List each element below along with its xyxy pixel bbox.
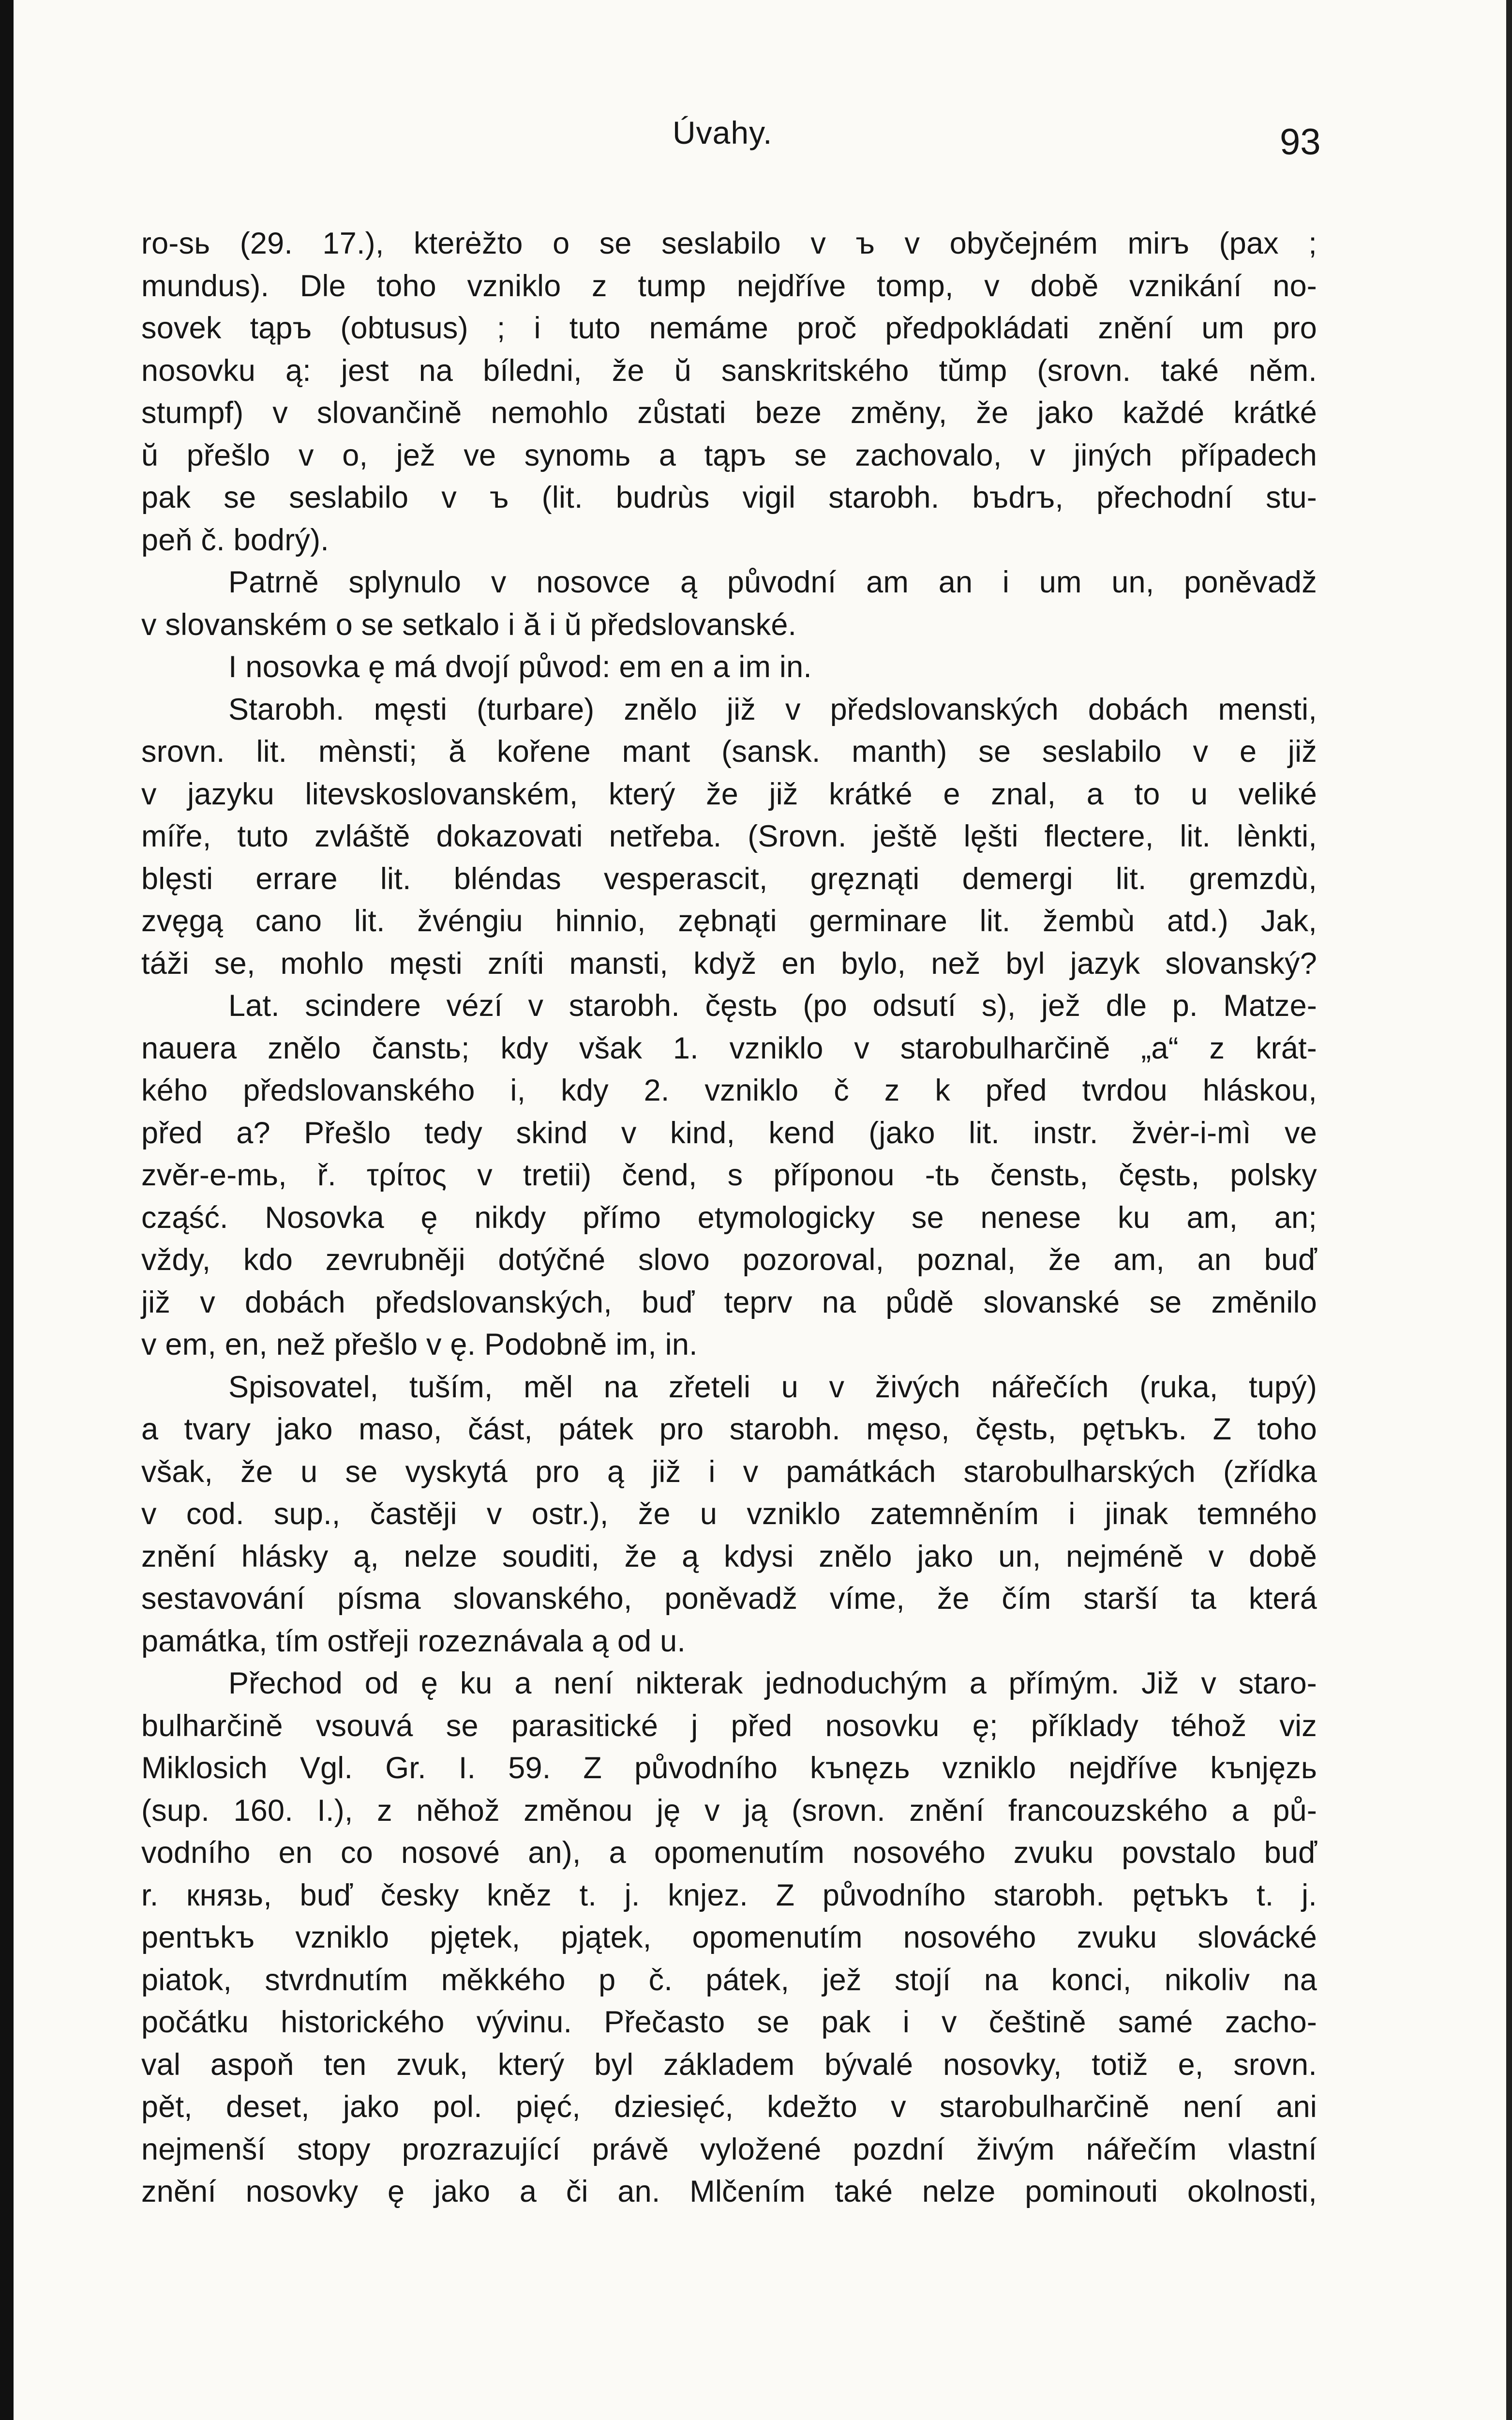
text-line: Patrně splynulo v nosovce ą původní am an i um un, poněvadž bbox=[228, 565, 1317, 599]
text-line: (sup. 160. I.), z něhož změnou ję v ją (srovn. znění francouzského a pů- bbox=[141, 1793, 1317, 1828]
body-text bbox=[141, 223, 1317, 2213]
text-line: bulharčině vsouvá se parasitické j před nosovku ę; příklady téhož viz bbox=[141, 1709, 1317, 1743]
text-line: pět, deset, jako pol. pięć, dziesięć, kdežto v starobulharčině není ani bbox=[141, 2090, 1317, 2124]
text-line: Miklosich Vgl. Gr. I. 59. Z původního kъnęzь vzniklo nejdříve kъnjęzь bbox=[141, 1751, 1317, 1785]
text-line: cząść. Nosovka ę nikdy přímo etymologicky se nenese ku am, an; bbox=[141, 1200, 1317, 1235]
text-line: kého předslovanského i, kdy 2. vzniklo č z k před tvrdou hláskou, bbox=[141, 1074, 1317, 1107]
text-line: Starobh. męsti (turbare) znělo již v předslovanských dobách mensti, bbox=[228, 692, 1317, 726]
text-line: vodního en co nosové an), a opomenutím nosového zvuku povstalo buď bbox=[141, 1836, 1317, 1870]
text-line: val aspoň ten zvuk, který byl základem bývalé nosovky, totiž e, srovn. bbox=[141, 2047, 1317, 2082]
text-line: počátku historického vývinu. Přečasto se pak i v češtině samé zacho- bbox=[141, 2005, 1317, 2039]
text-line: nosovku ą: jest na bíledni, že ŭ sanskritského tŭmp (srovn. také něm. bbox=[141, 353, 1317, 388]
text-line: I nosovka ę má dvojí původ: em en a im in. bbox=[228, 650, 812, 684]
text-line: Lat. scindere vézí v starobh. čęstь (po odsutí s), jež dle p. Matze- bbox=[228, 989, 1317, 1023]
text-line: peň č. bodrý). bbox=[141, 523, 329, 557]
text-line: zvěr-e-mь, ř. τρίτος v tretii) čend, s příponou -tь čenstь, čęstь, polsky bbox=[141, 1158, 1317, 1192]
running-title: Úvahy. bbox=[673, 115, 773, 151]
text-line: míře, tuto zvláště dokazovati netřeba. (Srovn. ještě lęšti flectere, lit. lènkti, bbox=[141, 819, 1317, 853]
text-line: ŭ přešlo v o, jež ve synomь a tąpъ se zachovalo, v jiných případech bbox=[141, 438, 1317, 472]
text-line: mundus). Dle toho vzniklo z tump nejdříve tomp, v době vznikání no- bbox=[141, 269, 1317, 303]
text-line: piatok, stvrdnutím měkkého p č. pátek, jež stojí na konci, nikoliv na bbox=[141, 1963, 1317, 1997]
text-line: r. князь, buď česky kněz t. j. knjez. Z původního starobh. pętъkъ t. j. bbox=[141, 1878, 1317, 1912]
text-line: v slovanském o se setkalo i ă i ŭ předslovanské. bbox=[141, 607, 797, 642]
text-line: pak se seslabilo v ъ (lit. budrùs vigil starobh. bъdrъ, přechodní stu- bbox=[141, 481, 1317, 514]
text-line: sovek tąpъ (obtusus) ; i tuto nemáme proč předpokládati znění um pro bbox=[141, 311, 1317, 345]
scan-edge-left bbox=[0, 0, 14, 2420]
text-line: památka, tím ostřeji rozeznávala ą od u. bbox=[141, 1624, 686, 1658]
text-line: znění hlásky ą, nelze souditi, že ą kdysi znělo jako un, nejméně v době bbox=[141, 1539, 1317, 1573]
text-line: v cod. sup., častěji v ostr.), že u vzniklo zatemněním i jinak temného bbox=[141, 1497, 1317, 1531]
text-line: Spisovatel, tuším, měl na zřeteli u v živých nářečích (ruka, tupý) bbox=[228, 1370, 1317, 1404]
text-line: srovn. lit. mènsti; ă kořene mant (sansk. manth) se seslabilo v e již bbox=[141, 735, 1317, 769]
text-line: již v dobách předslovanských, buď teprv na půdě slovanské se změnilo bbox=[141, 1285, 1317, 1319]
text-line: pentъkъ vzniklo pjętek, pjątek, opomenutím nosového zvuku slovácké bbox=[141, 1921, 1317, 1954]
text-line: v jazyku litevskoslovanském, který že již krátké e znal, a to u veliké bbox=[141, 777, 1317, 811]
text-line: vždy, kdo zevrubněji dotýčné slovo pozoroval, poznal, že am, an buď bbox=[141, 1243, 1317, 1277]
text-line: nauera znělo čanstь; kdy však 1. vzniklo v starobulharčině „a“ z krát- bbox=[141, 1031, 1317, 1065]
text-line: zvęgą cano lit. žvéngiu hinnio, zębnąti germinare lit. žembù atd.) Jak, bbox=[141, 904, 1317, 938]
text-line: před a? Přešlo tedy skind v kind, kend (jako lit. instr. žvėr-i-mì ve bbox=[141, 1116, 1317, 1150]
text-line: sestavování písma slovanského, poněvadž víme, že čím starší ta která bbox=[141, 1582, 1317, 1616]
text-line: a tvary jako maso, část, pátek pro starobh. męso, čęstь, pętъkъ. Z toho bbox=[141, 1412, 1317, 1446]
text-line: stumpf) v slovančině nemohlo zůstati beze změny, že jako každé krátké bbox=[141, 396, 1317, 430]
text-line: blęsti errare lit. bléndas vesperascit, gręznąti demergi lit. gremzdù, bbox=[141, 862, 1317, 896]
text-line: však, že u se vyskytá pro ą již i v památkách starobulharských (zřídka bbox=[141, 1454, 1317, 1489]
text-line: Přechod od ę ku a není nikterak jednoduchým a přímým. Již v staro- bbox=[228, 1666, 1317, 1700]
page-number: 93 bbox=[1280, 121, 1321, 163]
text-line: táži se, mohlo męsti zníti mansti, když en bylo, než byl jazyk slovanský? bbox=[141, 946, 1317, 981]
text-line: nejmenší stopy prozrazující právě vyložené pozdní živým nářečím vlastní bbox=[141, 2132, 1317, 2166]
text-line: ro-sь (29. 17.), kterėžto o se seslabilo v ъ v obyčejném mirъ (pax ; bbox=[141, 227, 1317, 260]
scan-edge-right bbox=[1506, 0, 1512, 2420]
text-line: v em, en, než přešlo v ę. Podobně im, in. bbox=[141, 1328, 698, 1361]
text-line: znění nosovky ę jako a či an. Mlčením také nelze pominouti okolnosti, bbox=[141, 2175, 1317, 2208]
